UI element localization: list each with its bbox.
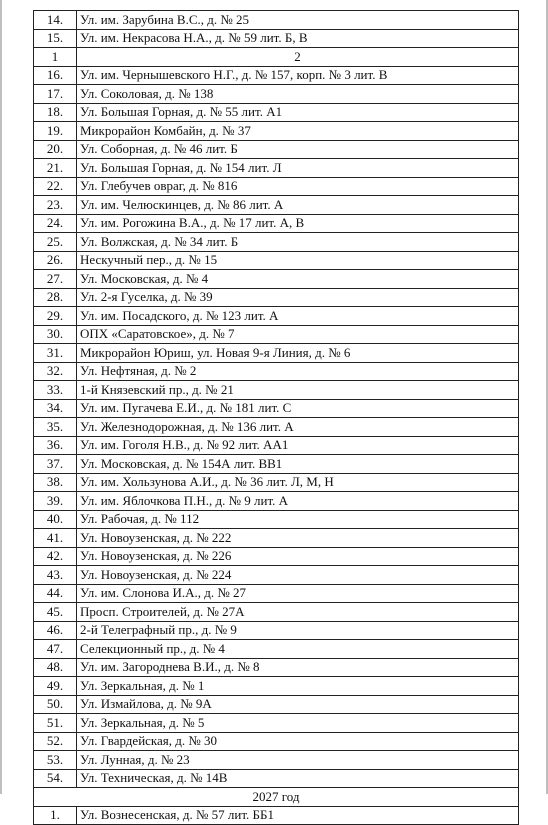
row-number: 37. <box>34 455 77 474</box>
table-row <box>34 251 519 270</box>
row-address: Ул. Техническая, д. № 14В <box>77 769 519 788</box>
row-number: 14. <box>34 11 77 30</box>
row-number: 43. <box>34 566 77 585</box>
table-row <box>34 769 519 788</box>
column-number-row <box>34 48 519 67</box>
row-address: Ул. 2-я Гуселка, д. № 39 <box>77 288 519 307</box>
row-address: Ул. им. Некрасова Н.А., д. № 59 лит. Б, В <box>77 29 519 48</box>
row-address: Ул. Московская, д. № 154А лит. ВВ1 <box>77 455 519 474</box>
row-address: Ул. Измайлова, д. № 9А <box>77 695 519 714</box>
row-number: 17. <box>34 85 77 104</box>
table-row <box>34 621 519 640</box>
table-row <box>34 399 519 418</box>
row-address: Ул. Гвардейская, д. № 30 <box>77 732 519 751</box>
row-number: 51. <box>34 714 77 733</box>
table-row <box>34 677 519 696</box>
row-address: Ул. им. Яблочкова П.Н., д. № 9 лит. А <box>77 492 519 511</box>
row-address: Ул. Московская, д. № 4 <box>77 270 519 289</box>
table-row <box>34 140 519 159</box>
row-number: 54. <box>34 769 77 788</box>
row-address: Ул. Новоузенская, д. № 226 <box>77 547 519 566</box>
table-row <box>34 510 519 529</box>
row-address: Селекционный пр., д. № 4 <box>77 640 519 659</box>
table-row <box>34 177 519 196</box>
row-number: 46. <box>34 621 77 640</box>
table-row <box>34 288 519 307</box>
row-number: 45. <box>34 603 77 622</box>
row-number: 36. <box>34 436 77 455</box>
table-row <box>34 640 519 659</box>
row-number: 38. <box>34 473 77 492</box>
column-number-1: 1 <box>34 48 77 67</box>
page-edge-left <box>0 0 2 794</box>
address-table-body <box>34 11 519 825</box>
row-address: Микрорайон Юриш, ул. Новая 9-я Линия, д. № 6 <box>77 344 519 363</box>
table-row <box>34 122 519 141</box>
table-row <box>34 362 519 381</box>
row-address: Микрорайон Комбайн, д. № 37 <box>77 122 519 141</box>
row-number: 26. <box>34 251 77 270</box>
row-number: 16. <box>34 66 77 85</box>
row-address: Ул. Вознесенская, д. № 57 лит. ББ1 <box>77 806 519 825</box>
row-number: 41. <box>34 529 77 548</box>
row-address: Нескучный пер., д. № 15 <box>77 251 519 270</box>
column-number-2: 2 <box>77 48 519 67</box>
table-row <box>34 103 519 122</box>
table-row <box>34 529 519 548</box>
row-address: Ул. Железнодорожная, д. № 136 лит. А <box>77 418 519 437</box>
table-row <box>34 159 519 178</box>
table-row <box>34 325 519 344</box>
table-row <box>34 714 519 733</box>
table-row <box>34 11 519 30</box>
table-row <box>34 85 519 104</box>
table-row <box>34 695 519 714</box>
row-address: Ул. им. Зарубина В.С., д. № 25 <box>77 11 519 30</box>
row-address: Просп. Строителей, д. № 27А <box>77 603 519 622</box>
table-row <box>34 658 519 677</box>
row-number: 24. <box>34 214 77 233</box>
row-number: 35. <box>34 418 77 437</box>
row-number: 31. <box>34 344 77 363</box>
row-number: 18. <box>34 103 77 122</box>
row-number: 42. <box>34 547 77 566</box>
table-row <box>34 270 519 289</box>
row-address: Ул. им. Гоголя Н.В., д. № 92 лит. АА1 <box>77 436 519 455</box>
row-address: Ул. им. Челюскинцев, д. № 86 лит. А <box>77 196 519 215</box>
table-row <box>34 584 519 603</box>
row-number: 44. <box>34 584 77 603</box>
address-table <box>33 10 519 825</box>
row-number: 1. <box>34 806 77 825</box>
row-address: Ул. Рабочая, д. № 112 <box>77 510 519 529</box>
table-row <box>34 603 519 622</box>
row-address: Ул. Новоузенская, д. № 224 <box>77 566 519 585</box>
table-row <box>34 436 519 455</box>
row-address: Ул. им. Рогожина В.А., д. № 17 лит. А, В <box>77 214 519 233</box>
row-number: 22. <box>34 177 77 196</box>
row-address: 1-й Князевский пр., д. № 21 <box>77 381 519 400</box>
table-row <box>34 307 519 326</box>
row-number: 49. <box>34 677 77 696</box>
row-address: Ул. Нефтяная, д. № 2 <box>77 362 519 381</box>
table-row <box>34 214 519 233</box>
row-number: 47. <box>34 640 77 659</box>
row-address: Ул. Глебучев овраг, д. № 816 <box>77 177 519 196</box>
row-number: 20. <box>34 140 77 159</box>
table-row <box>34 233 519 252</box>
row-number: 33. <box>34 381 77 400</box>
table-row <box>34 344 519 363</box>
row-address: Ул. им. Пугачева Е.И., д. № 181 лит. С <box>77 399 519 418</box>
row-number: 19. <box>34 122 77 141</box>
row-number: 34. <box>34 399 77 418</box>
table-row <box>34 473 519 492</box>
row-number: 21. <box>34 159 77 178</box>
row-address: 2-й Телеграфный пр., д. № 9 <box>77 621 519 640</box>
row-address: Ул. Волжская, д. № 34 лит. Б <box>77 233 519 252</box>
table-row <box>34 66 519 85</box>
row-number: 23. <box>34 196 77 215</box>
table-row <box>34 196 519 215</box>
table-row <box>34 751 519 770</box>
row-address: Ул. Соколовая, д. № 138 <box>77 85 519 104</box>
row-address: Ул. им. Чернышевского Н.Г., д. № 157, корп. № 3 лит. В <box>77 66 519 85</box>
table-row <box>34 381 519 400</box>
row-number: 53. <box>34 751 77 770</box>
table-row <box>34 547 519 566</box>
row-address: ОПХ «Саратовское», д. № 7 <box>77 325 519 344</box>
year-section-row <box>34 788 519 807</box>
row-address: Ул. им. Слонова И.А., д. № 27 <box>77 584 519 603</box>
row-address: Ул. Зеркальная, д. № 5 <box>77 714 519 733</box>
row-address: Ул. Зеркальная, д. № 1 <box>77 677 519 696</box>
row-number: 30. <box>34 325 77 344</box>
table-row <box>34 492 519 511</box>
row-number: 40. <box>34 510 77 529</box>
document-page <box>33 10 519 825</box>
row-number: 29. <box>34 307 77 326</box>
table-row <box>34 29 519 48</box>
row-address: Ул. им. Загороднева В.И., д. № 8 <box>77 658 519 677</box>
row-number: 15. <box>34 29 77 48</box>
row-address: Ул. им. Хользунова А.И., д. № 36 лит. Л, М, Н <box>77 473 519 492</box>
row-number: 28. <box>34 288 77 307</box>
row-number: 32. <box>34 362 77 381</box>
row-address: Ул. Большая Горная, д. № 154 лит. Л <box>77 159 519 178</box>
table-row <box>34 455 519 474</box>
row-address: Ул. Лунная, д. № 23 <box>77 751 519 770</box>
row-number: 52. <box>34 732 77 751</box>
row-address: Ул. Новоузенская, д. № 222 <box>77 529 519 548</box>
row-number: 25. <box>34 233 77 252</box>
row-address: Ул. Соборная, д. № 46 лит. Б <box>77 140 519 159</box>
row-number: 50. <box>34 695 77 714</box>
row-address: Ул. Большая Горная, д. № 55 лит. А1 <box>77 103 519 122</box>
table-row <box>34 418 519 437</box>
row-number: 27. <box>34 270 77 289</box>
row-number: 39. <box>34 492 77 511</box>
row-number: 48. <box>34 658 77 677</box>
table-row <box>34 566 519 585</box>
table-row <box>34 732 519 751</box>
year-heading: 2027 год <box>34 788 519 807</box>
table-row <box>34 806 519 825</box>
row-address: Ул. им. Посадского, д. № 123 лит. А <box>77 307 519 326</box>
